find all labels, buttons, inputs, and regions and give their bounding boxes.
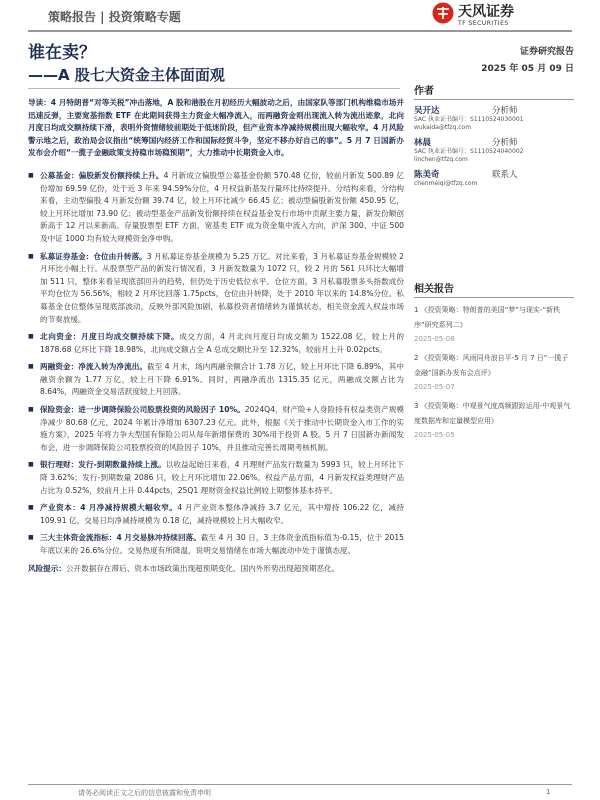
- title-divider: [28, 88, 400, 89]
- bullet-item: [28, 170, 404, 246]
- page-title: 谁在卖？: [28, 43, 96, 63]
- page-number: 1: [546, 788, 551, 796]
- bullet-heading: 私募证券基金：仓位由升转落。: [40, 251, 147, 261]
- related-report-link[interactable]: [414, 399, 574, 442]
- brand-name-en: TF SECURITIES: [458, 20, 509, 27]
- header-divider: [28, 30, 572, 32]
- bullet-heading: 产业资本：4 月净减持规模大幅收窄。: [40, 503, 178, 513]
- author-name: 吴开达: [414, 106, 440, 116]
- related-report-text: 3 《投资策略：中观景气度高频跟踪运用-中观景气度数据库和定量模型应用》: [414, 402, 571, 425]
- related-report-link[interactable]: [414, 303, 574, 346]
- bullet-item: [28, 404, 404, 454]
- report-date: 2025 年 05 月 09 日: [481, 64, 574, 74]
- related-report-date: 2025-05-07: [414, 383, 455, 391]
- main-content: [28, 97, 404, 575]
- bullet-body: 4 月新成立偏股型公募基金份额 570.48 亿份，较前月新发 500.89 亿份增加 69.59 亿份，处于近 3 年来 94.59%分位，4 月权益新基发行量环比持续提升。分结构来看，分结构来看，主动型偏股 4 月新发份额 39.74 亿，较上月环比减少 66.45 亿；被动型偏股新发份额 450.95 亿，较上月环比增加 73.90 亿；被动型基金产品新发份额持续在权益基金发行市场中贡献主要力量，新发份额创新高于 12 月以来新高。存量股票型 ETF 方面，宽基类 ETF 成为资金集中流入方向，沪深 300、中证 500 及中证 1000 均有较大规模资金净申购。: [40, 170, 405, 243]
- author-sac: SAC 执业证书编号：S1110524030001: [414, 116, 524, 123]
- bullet-item: [28, 331, 404, 356]
- bullet-item: [28, 361, 404, 399]
- related-reports-title: 相关报告: [414, 280, 574, 298]
- bullet-body: 2024Q4，财产险+人身险持有权益类资产规模净减少 80.68 亿元，2024 年累计净增加 6307.23 亿元。此外，根据《关于推动中长期资金入市工作的实施方案》，2025 年将力争大型国有保险公司从每年新增保费的 30%用于投资 A 股。5 月 7 日国新办新闻发布会，进一步调降保险公司股票投资的风险因子 10%，并且推动完善长周期考核机制。: [40, 405, 404, 452]
- report-type: 证券研究报告: [519, 47, 574, 57]
- footer-divider: [28, 784, 572, 785]
- bullet-item: [28, 532, 404, 557]
- risk-label: 风险提示：: [28, 563, 66, 573]
- bullet-item: [28, 502, 404, 527]
- author-card: [414, 168, 574, 188]
- author-sac: SAC 执业证书编号：S1110524040002: [414, 148, 524, 155]
- author-email[interactable]: chenmeiqi@tfzq.com: [414, 180, 478, 187]
- bullet-body: 截至 4 月末，场内两融余额合计 1.78 万亿，较上月环比下降 6.89%，其中融资余额为 1.77 万亿，较上月下降 6.91%。同时，两融净流出 1315.35 亿元，两融成交额占比为 8.64%，两融资金交易活跃度较上月回落。: [40, 362, 404, 397]
- bullet-body: 截至 4 月 30 日，3 主体资金流指标值为-0.15，位于 2015 年底以来的 26.6%分位。交易热度有所降温，说明交易情绪在市场大幅波动中处于谨慎态度。: [40, 533, 404, 555]
- bullet-heading: 两融资金：净流入转为净流出。: [40, 362, 148, 372]
- author-role: 分析师: [492, 138, 518, 148]
- bullet-heading: 保险资金：进一步调降保险公司股票投资的风险因子 10%。: [40, 405, 245, 415]
- bullet-body: 以收益起始日来看，4 月理财产品发行数量为 5993 只，较上月环比下降 3.62%；发行-到期数量 2086 只，较上月环比增加 22.06%。权益产品方面，4 月新发权益类理财产品占比为 0.52%，较前月上升 0.44pcts，25Q1 理财资金权益比例较上期整体基本持平。: [40, 460, 404, 495]
- bullet-body: 4 月产业资本整体净减持 3.7 亿元，其中增持 106.22 亿，减持 109.91 亿，交易日均净减持规模为 0.18 亿，减持规模较上月大幅收窄。: [40, 503, 404, 525]
- author-role: 联系人: [492, 170, 518, 180]
- risk-text: 公开数据存在滞后、资本市场政策出现超预期变化、国内外形势出现超预期恶化。: [65, 563, 340, 573]
- bullet-heading: 银行理财：发行-到期数量持续上涨。: [40, 460, 166, 470]
- bullet-list: [28, 170, 404, 558]
- footer-disclaimer: 请务必阅读正文之后的信息披露和免责申明: [78, 789, 211, 797]
- author-card: [414, 104, 574, 132]
- author-role: 分析师: [492, 106, 518, 116]
- author-email[interactable]: linchen@tfzq.com: [414, 156, 468, 163]
- risk-warning: [28, 563, 404, 576]
- authors-title: 作者: [414, 82, 574, 100]
- brand-name: 天风证券: [458, 4, 514, 20]
- author-name: 林晨: [414, 138, 432, 148]
- author-card: [414, 136, 574, 164]
- report-category: 策略报告 | 投资策略专题: [48, 10, 181, 24]
- brand-logo: [432, 0, 577, 34]
- bullet-item: [28, 251, 404, 327]
- related-report-text: 2 《投资策略：风雨同舟浪自平-5 月 7 日“一揽子金融”国新办发布会点评》: [414, 354, 569, 377]
- related-report-text: 1 《投资策略：特朗普的美国“梦”与现实-“新秩序”研究系列二》: [414, 306, 561, 329]
- bullet-item: [28, 459, 404, 497]
- bullet-body: 成交方面，4 月北向月度日均成交额为 1522.08 亿，较上月的 1878.68 亿环比下降 18.98%，北向成交额占全 A 总成交额比升至 12.32%，较前月上升 0.02pcts。: [40, 332, 404, 354]
- related-report-date: 2025-05-08: [414, 335, 455, 343]
- bullet-heading: 北向资金：月度日均成交额持续下降。: [40, 332, 180, 342]
- related-report-link[interactable]: [414, 351, 574, 394]
- related-report-date: 2025-05-05: [414, 431, 455, 439]
- intro-summary: 导读：4 月特朗普“对等关税”冲击落地，A 股和港股在月初经历大幅波动之后，由国家队等部门机构维稳市场并迅速反弹，主要宽基指数 ETF 在此期间获得主力资金大幅净流入，而两融资金则出现流入转为流出迹象，北向月度日均成交额持续下滑，表明外资情绪较前期处于低迷阶段，但产业资本净减持规模出现大幅收窄。4 月风险警示地之后，政治局会议指出“统筹国内经济工作和国际经贸斗争，坚定不移办好自己的事”。5 月 7 日国新办发布会介绍“一揽子金融政策支持稳市场稳预期”，大力推动中长期资金入市。: [28, 98, 404, 158]
- bullet-body: 3 月私募证券基金规模为 5.25 万亿。对比来看，3 月私募证券基金规模较 2 月环比小幅上行。从股票型产品的新发行情况看，3 月新发数量为 1072 只，较 2 月的 561 只环比大幅增加 511 只，整体来看呈现底部回升的趋势，但仍处于历史低位水平。仓位方面，3 月私募股票多头指数成份平均仓位为 56.56%，相较 2 月环比回落 1.75pcts，仓位由升转降，处于 2010 年以来的 14.8%分位。私募基金仓位整体呈现底部波动，反映外部风险加剧，私募投资者情绪转为谨慎状态，相关资金流入权益市场的节奏放缓。: [40, 251, 405, 324]
- bullet-heading: 公募基金：偏股新发份额持续上升。: [40, 170, 164, 180]
- page-subtitle: ——A 股七大资金主体面面观: [28, 66, 225, 84]
- author-email[interactable]: wukaida@tfzq.com: [414, 124, 472, 131]
- author-name: 陈美奇: [414, 170, 440, 180]
- brand-logo-icon: [432, 2, 454, 24]
- sidebar: [414, 44, 574, 442]
- bullet-heading: 三大主体资金流指标：4 月交易脉冲持续回落。: [40, 533, 201, 543]
